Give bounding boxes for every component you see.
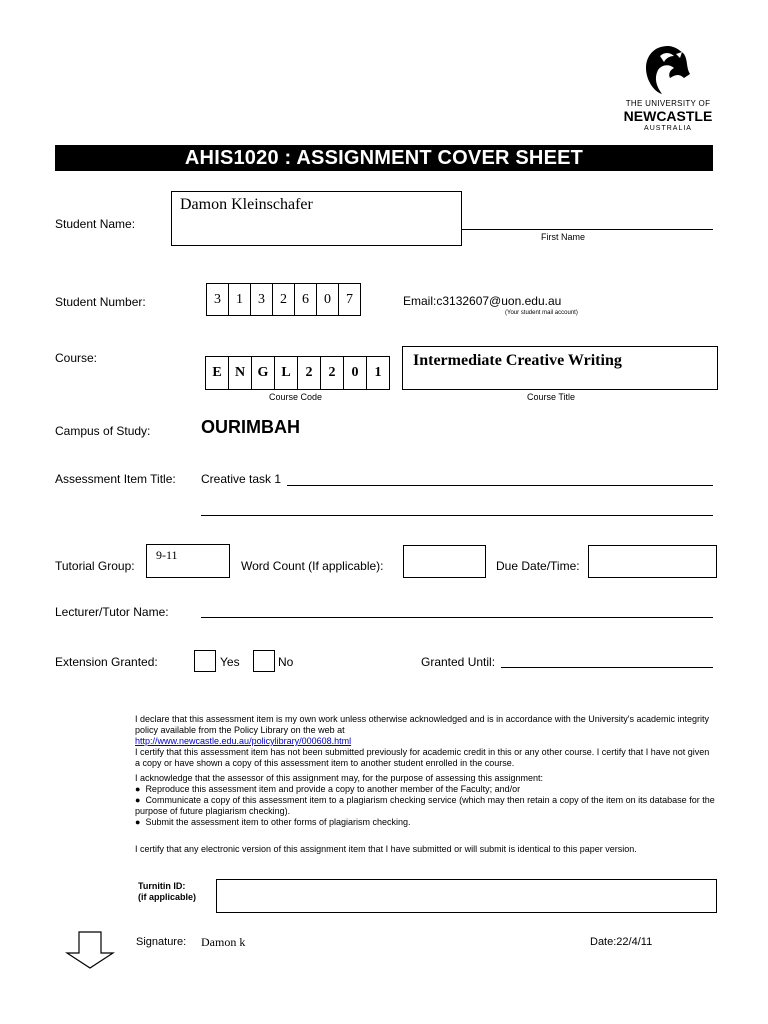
email-value: c3132607@uon.edu.au: [436, 294, 562, 308]
declaration-bullet: ● Reproduce this assessment item and provide a copy to another member of the Faculty; and/or: [135, 784, 521, 794]
due-date-label: Due Date/Time:: [496, 559, 580, 573]
logo-line2: NEWCASTLE: [623, 108, 713, 124]
declaration-p1: I declare that this assessment item is my own work unless otherwise acknowledged and is in accordance with the University's academic integrity policy available from the Policy Library on the web at: [135, 714, 709, 735]
date-value: 22/4/11: [616, 936, 653, 948]
title-bar: [55, 145, 713, 171]
first-name-line: [462, 229, 713, 230]
campus-label: Campus of Study:: [55, 424, 151, 438]
bullet-text: Reproduce this assessment item and provide a copy to another member of the Faculty; and/or: [145, 784, 521, 794]
word-count-field[interactable]: [403, 545, 486, 578]
email-label: Email:: [403, 294, 437, 308]
student-number-digit: 7: [338, 283, 361, 316]
email-caption: (Your student mail account): [505, 310, 578, 316]
tutorial-group-value: 9-11: [156, 548, 178, 562]
signature-value[interactable]: Damon k: [201, 935, 246, 949]
date-label: Date:: [590, 936, 617, 948]
extension-yes-checkbox[interactable]: [194, 650, 216, 672]
assessment-title-label: Assessment Item Title:: [55, 472, 176, 486]
student-number-digit: 3: [206, 283, 229, 316]
assessment-title-line-2[interactable]: [201, 515, 713, 516]
course-code-char: L: [274, 356, 298, 390]
course-label: Course:: [55, 351, 98, 365]
course-code-char: 2: [297, 356, 321, 390]
declaration-bullet: ● Communicate a copy of this assessment item to a plagiarism checking service (which may then retain a copy of the item on its database for the purpose of future plagiarism checking).: [135, 795, 715, 816]
lecturer-line[interactable]: [201, 617, 713, 618]
course-code-char: 2: [320, 356, 344, 390]
course-title-field[interactable]: [402, 346, 718, 390]
policy-link[interactable]: http://www.newcastle.edu.au/policylibrary/000608.html: [135, 736, 352, 746]
student-name-field[interactable]: [171, 191, 462, 246]
course-code-char: 1: [366, 356, 390, 390]
turnitin-label: Turnitin ID:: [138, 881, 186, 891]
course-code-char: 0: [343, 356, 367, 390]
tutorial-group-field[interactable]: [146, 544, 230, 578]
horse-crest-icon: [640, 44, 696, 96]
declaration-p4: I certify that any electronic version of this assignment item that I have submitted or will submit is identical to this paper version.: [135, 844, 637, 854]
declaration-bullet: ● Submit the assessment item to other forms of plagiarism checking.: [135, 817, 411, 827]
lecturer-label: Lecturer/Tutor Name:: [55, 605, 169, 619]
bullet-text: Submit the assessment item to other forms of plagiarism checking.: [145, 817, 411, 827]
campus-value: OURIMBAH: [201, 417, 300, 437]
down-arrow-icon: [65, 931, 115, 969]
student-number-label: Student Number:: [55, 295, 146, 309]
student-number-digit: 3: [250, 283, 273, 316]
university-logo: [620, 44, 716, 136]
first-name-caption: First Name: [541, 232, 586, 242]
bullet-text: Communicate a copy of this assessment item to a plagiarism checking service (which may then retain a copy of the item on its database for the purpose of future plagiarism checking).: [135, 795, 715, 816]
due-date-field[interactable]: [588, 545, 717, 578]
extension-no-label: No: [278, 655, 294, 669]
course-code-caption: Course Code: [269, 392, 323, 402]
logo-line3: AUSTRALIA: [644, 125, 692, 132]
extension-yes-label: Yes: [220, 655, 240, 669]
student-number-digit: 0: [316, 283, 339, 316]
assessment-title-line[interactable]: [287, 485, 713, 486]
student-number-boxes[interactable]: [207, 283, 361, 316]
course-title-caption: Course Title: [527, 392, 576, 402]
date-line: [590, 936, 652, 948]
declaration-integrity: [135, 714, 715, 736]
student-name-label: Student Name:: [55, 217, 136, 231]
extension-label: Extension Granted:: [55, 655, 158, 669]
granted-until-label: Granted Until:: [421, 655, 496, 669]
student-number-digit: 2: [272, 283, 295, 316]
course-code-char: N: [228, 356, 252, 390]
declaration-p3: I acknowledge that the assessor of this assignment may, for the purpose of assessing this assignment:: [135, 773, 544, 783]
signature-label: Signature:: [136, 936, 187, 948]
tutorial-group-label: Tutorial Group:: [55, 559, 135, 573]
declaration-p2: I certify that this assessment item has not been submitted previously for academic credit in this or any other course. I certify that I have not given a copy or have shown a copy of this assessment item to another student enrolled in the course.: [135, 747, 710, 768]
course-code-char: G: [251, 356, 275, 390]
logo-line1: THE UNIVERSITY OF: [625, 99, 711, 108]
student-number-digit: 6: [294, 283, 317, 316]
word-count-label: Word Count (If applicable):: [241, 559, 384, 573]
course-code-boxes[interactable]: [206, 356, 390, 390]
granted-until-line[interactable]: [501, 667, 713, 668]
extension-no-checkbox[interactable]: [253, 650, 275, 672]
page-title: AHIS1020 : ASSIGNMENT COVER SHEET: [184, 147, 584, 169]
course-code-char: E: [205, 356, 229, 390]
student-number-digit: 1: [228, 283, 251, 316]
turnitin-sublabel: (if applicable): [138, 892, 197, 902]
course-title-value: Intermediate Creative Writing: [413, 352, 622, 369]
turnitin-field[interactable]: [216, 879, 717, 913]
email-line: [403, 294, 561, 308]
student-name-value: Damon Kleinschafer: [180, 196, 313, 213]
assessment-title-value: Creative task 1: [201, 472, 282, 486]
declaration-block: [135, 714, 715, 855]
